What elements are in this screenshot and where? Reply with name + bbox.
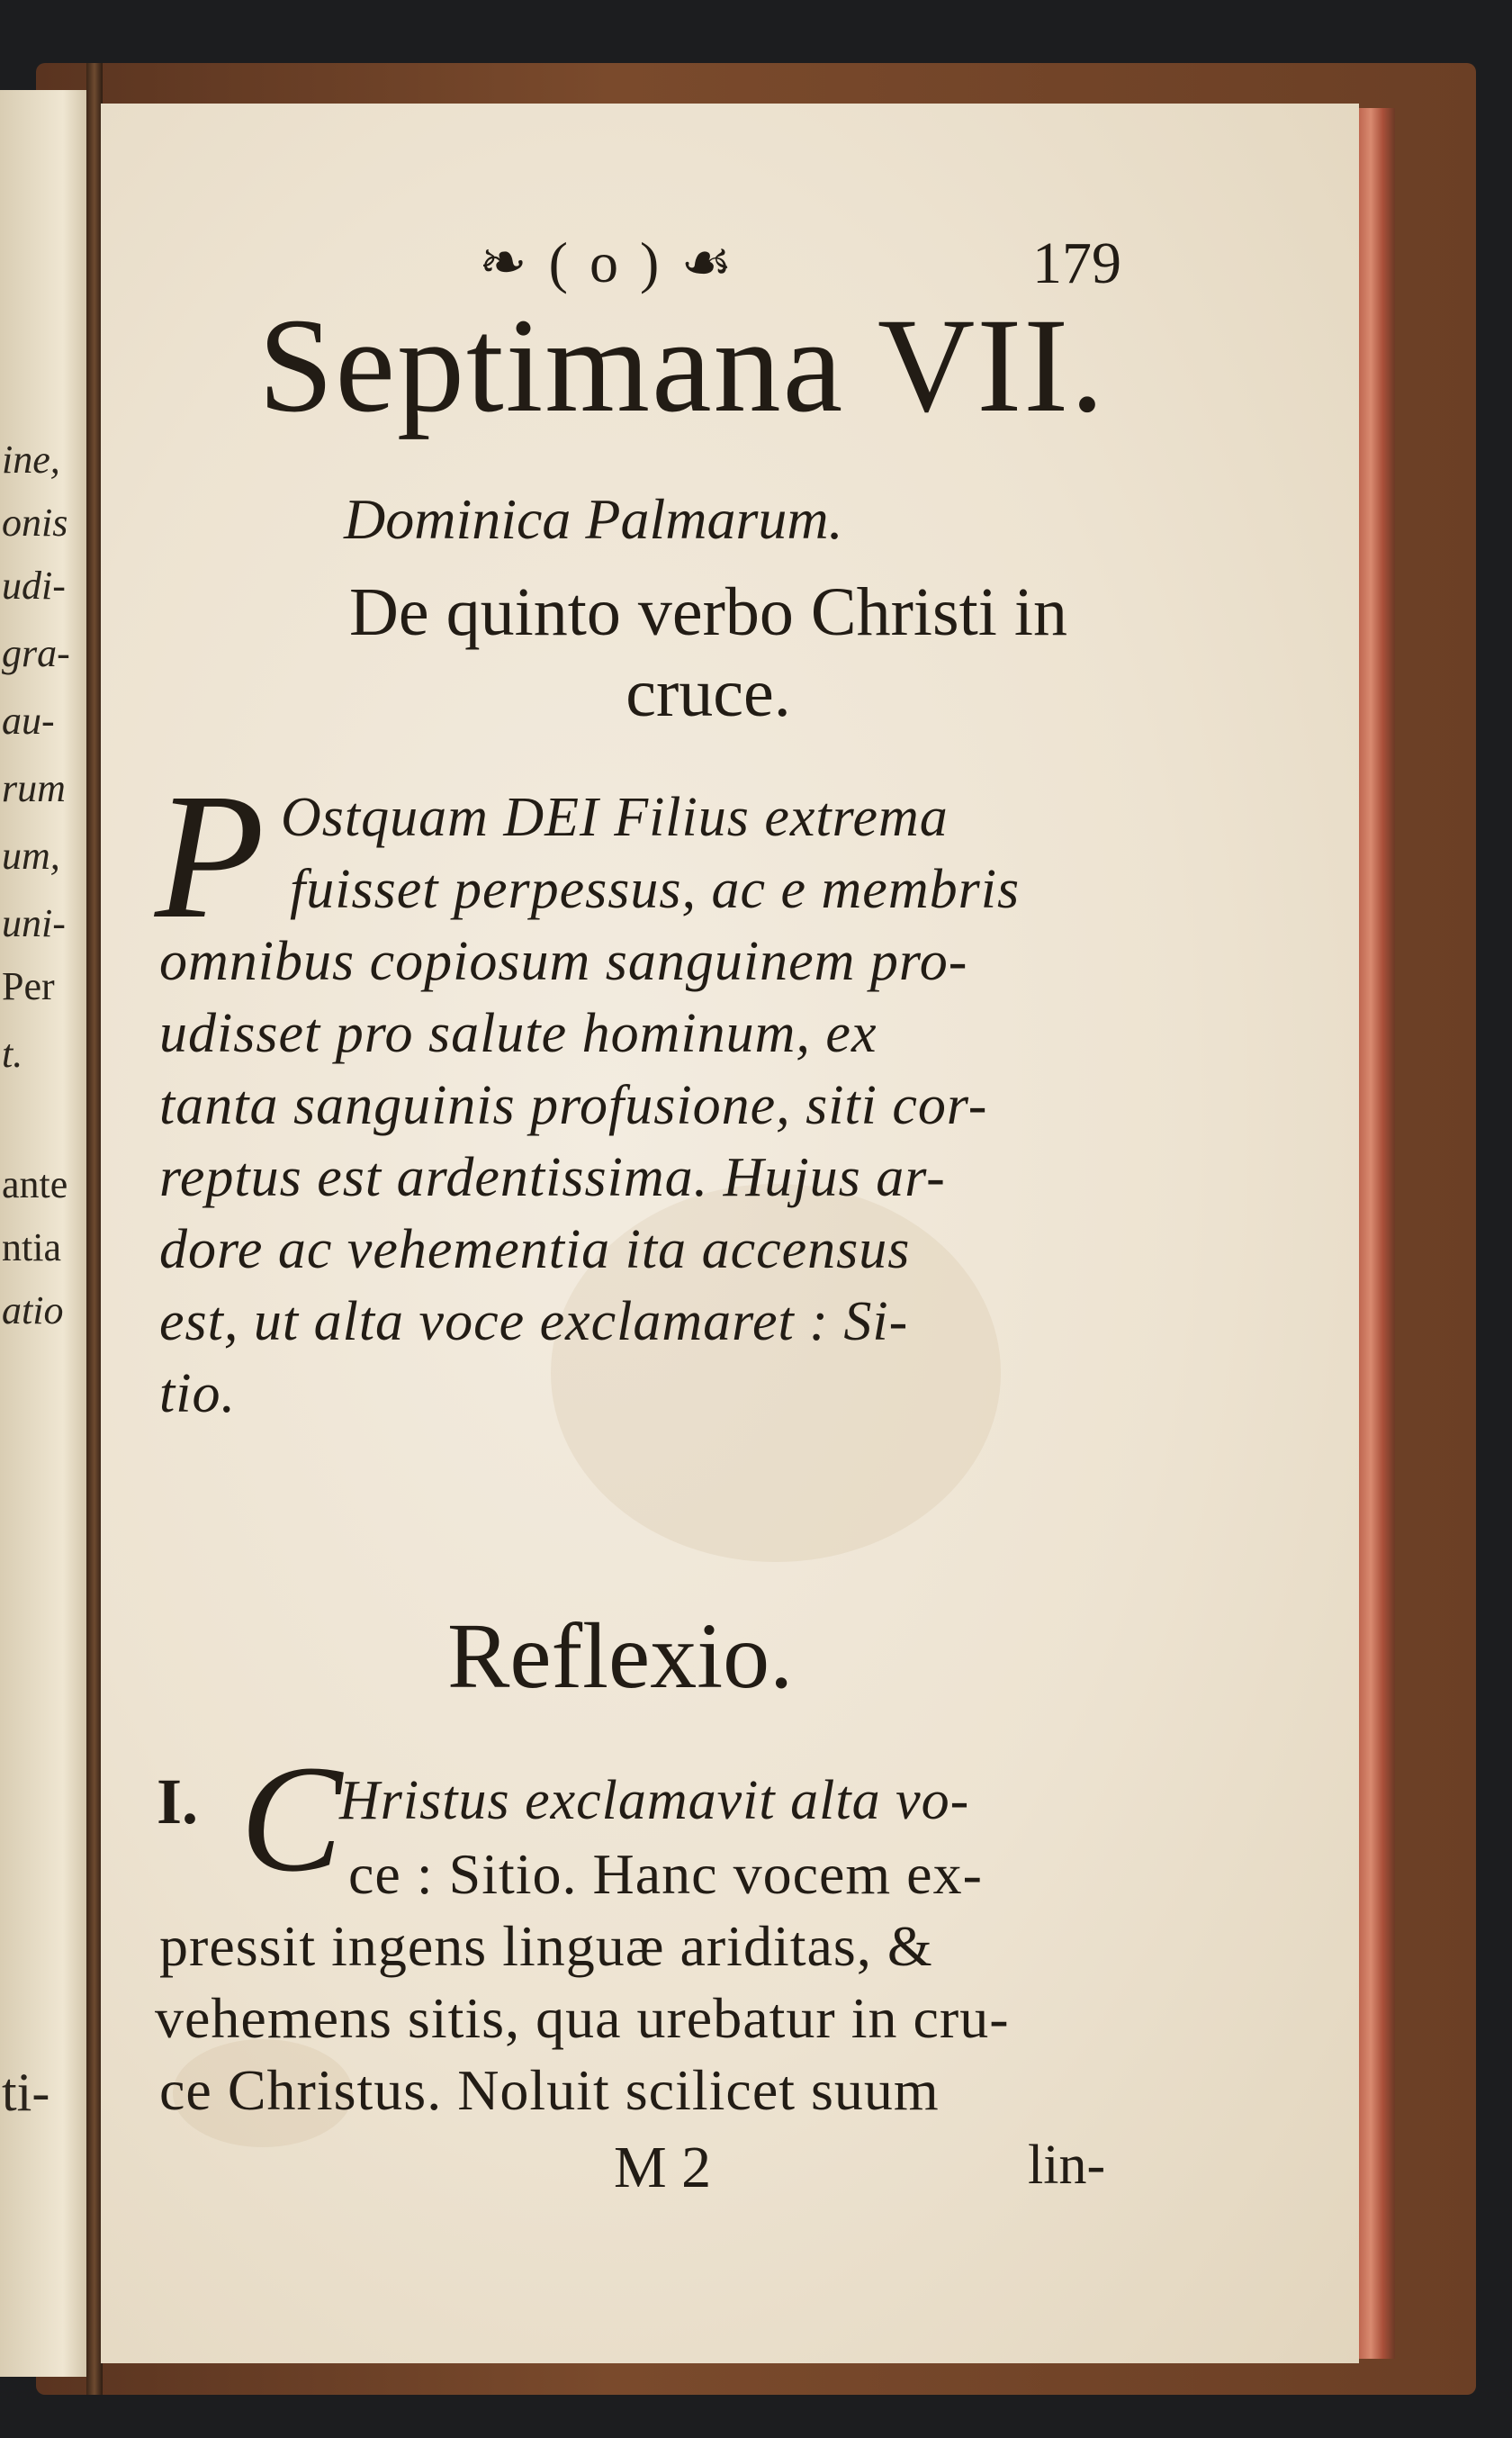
paragraph-line: omnibus copiosum sanguinem pro-	[159, 931, 968, 992]
section-heading: Reflexio.	[447, 1604, 794, 1708]
running-head	[479, 230, 736, 296]
left-page-fragment: um,	[2, 834, 60, 878]
paragraph-line: tanta sanguinis profusione, siti cor-	[159, 1075, 988, 1136]
drop-cap: C	[240, 1734, 343, 1903]
signature-mark: M 2	[614, 2135, 712, 2200]
left-page-fragment: atio	[2, 1288, 64, 1332]
paragraph-line: est, ut alta voce exclamaret : Si-	[159, 1291, 909, 1352]
left-page-fragment: rum	[2, 766, 66, 810]
topic-heading	[213, 572, 1203, 734]
left-page-fragment: t.	[2, 1032, 23, 1076]
page-title: Septimana VII.	[258, 291, 1106, 440]
reflexio-line: Hristus exclamavit alta vo-	[339, 1770, 970, 1831]
left-page-fragment: au-	[2, 699, 55, 743]
left-page-fragment: gra-	[2, 631, 70, 675]
page-number: 179	[1032, 230, 1121, 296]
left-page-fragment: ti-	[2, 2063, 50, 2122]
reflexio-line: ce : Sitio. Hanc vocem ex-	[348, 1842, 983, 1906]
topic-line: De quinto verbo Christi in	[349, 574, 1067, 650]
left-page-fragment: ante	[2, 1162, 68, 1206]
red-page-edge	[1354, 108, 1395, 2359]
paragraph-line: reptus est ardentissima. Hujus ar-	[159, 1147, 946, 1208]
reflexio-line: ce Christus. Noluit scilicet suum	[159, 2058, 940, 2122]
right-ornament-icon: ☙	[680, 230, 736, 294]
previous-page-edge	[0, 90, 90, 2377]
book-page	[101, 104, 1359, 2363]
left-page-fragment: ine,	[2, 438, 60, 482]
running-head-text: ( o )	[548, 230, 663, 294]
left-page-fragment: Per	[2, 964, 55, 1008]
reflexio-line: vehemens sitis, qua urebatur in cru-	[155, 1986, 1010, 2050]
paragraph-line: tio.	[159, 1363, 236, 1424]
subtitle: Dominica Palmarum.	[344, 487, 843, 551]
left-ornament-icon: ❧	[479, 230, 531, 294]
section-number: I.	[157, 1765, 199, 1838]
reflexio-line: pressit ingens linguæ ariditas, &	[159, 1914, 933, 1978]
paragraph-line: Ostquam DEI Filius extrema	[281, 787, 949, 848]
left-page-fragment: uni-	[2, 901, 66, 945]
left-page-fragment: onis	[2, 501, 68, 545]
drop-cap: P	[155, 757, 266, 956]
topic-line: cruce.	[626, 655, 791, 731]
paragraph-line: udisset pro salute hominum, ex	[159, 1003, 878, 1064]
left-page-fragment: ntia	[2, 1225, 61, 1269]
paragraph-line: fuisset perpessus, ac e membris	[290, 859, 1021, 920]
left-page-fragment: udi-	[2, 564, 66, 608]
paragraph-line: dore ac vehementia ita accensus	[159, 1219, 911, 1280]
catchword: lin-	[1028, 2135, 1106, 2196]
